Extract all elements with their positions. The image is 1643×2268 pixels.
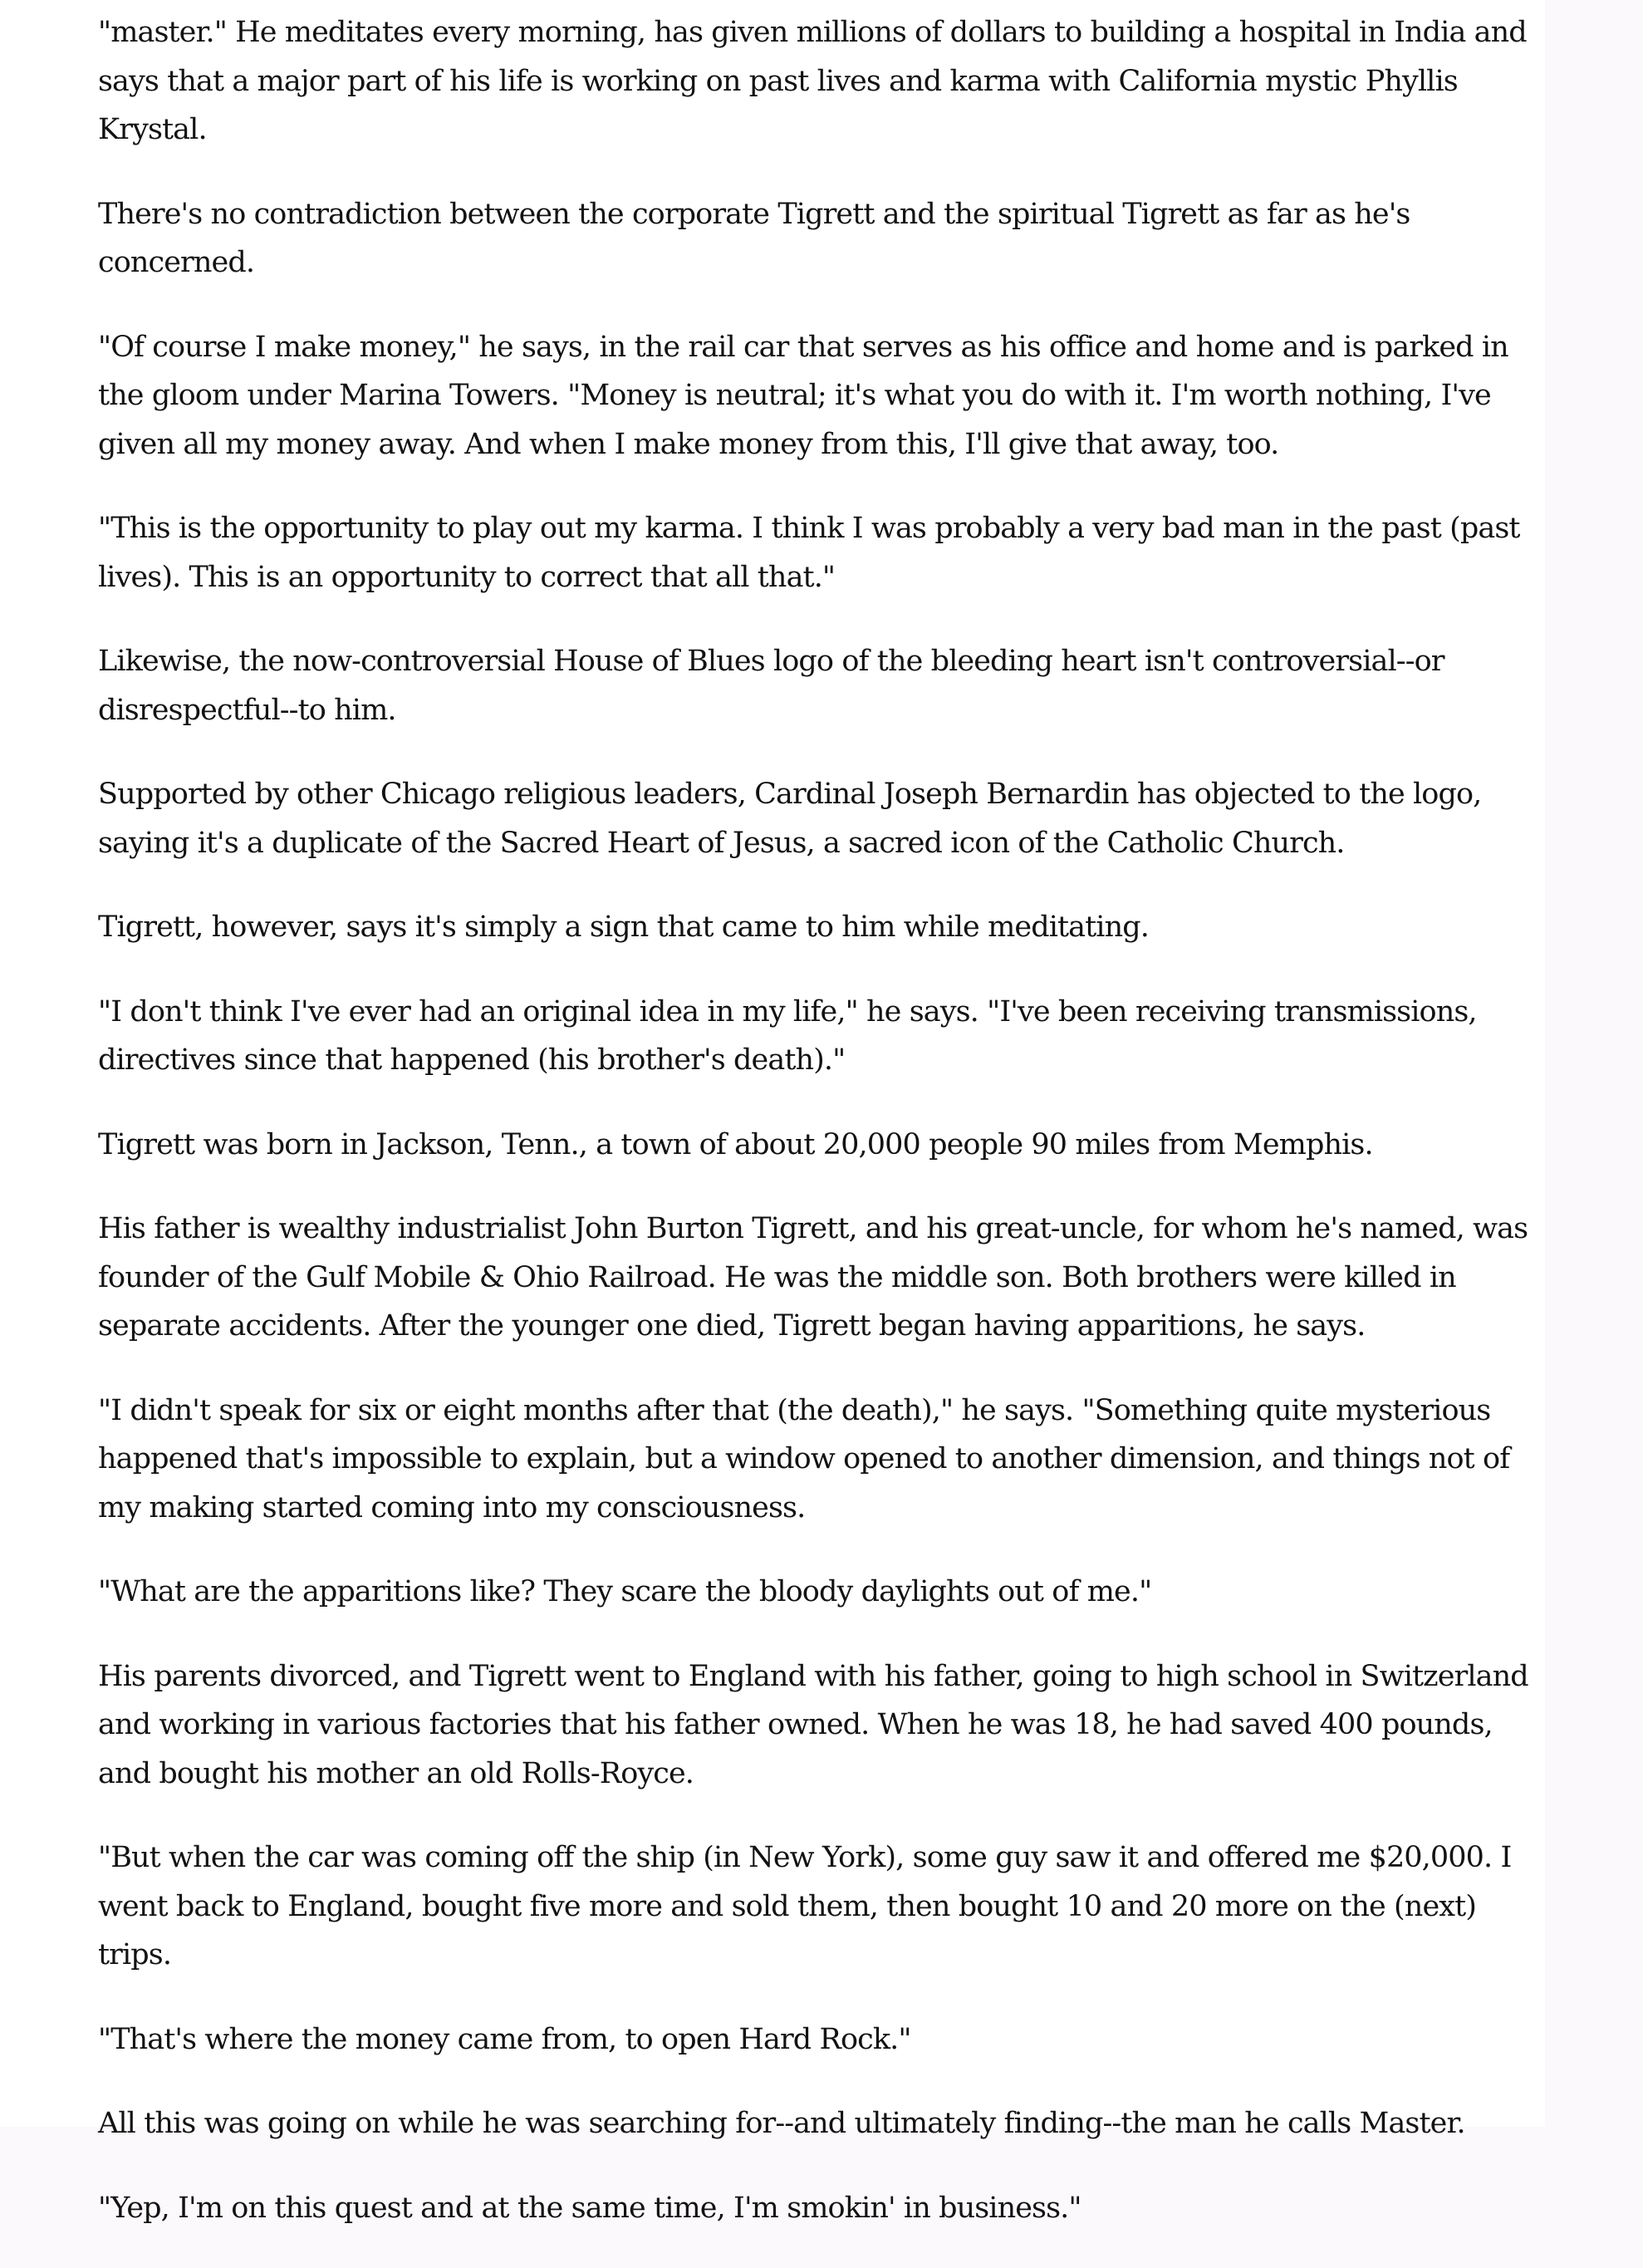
paragraph: Tigrett, however, says it's simply a sign that came to him while meditating. bbox=[98, 911, 1149, 944]
paragraph: "Yep, I'm on this quest and at the same time, I'm smokin' in business." bbox=[98, 2191, 1081, 2225]
paragraph: His father is wealthy industrialist John Burton Tigrett, and his great-uncle, for whom he's named, was founder of the Gulf Mobile & Ohio Railroad. He was the middle son. Both brothers were killed in separate accidents. After the younger one died, Tigrett began having apparitions, he says. bbox=[98, 1212, 1528, 1343]
paragraph: Tigrett was born in Jackson, Tenn., a town of about 20,000 people 90 miles from Memphis. bbox=[98, 1127, 1373, 1161]
paragraph: "Of course I make money," he says, in the rail car that serves as his office and home and is parked in the gloom under Marina Towers. "Money is neutral; it's what you do with it. I'm worth nothing, I've given all my money away. And when I make money from this, I'll give that away, too. bbox=[98, 330, 1508, 461]
paragraph: His parents divorced, and Tigrett went to England with his father, going to high school in Switzerland and working in various factories that his father owned. When he was 18, he had saved 400 pounds, and bought his mother an old Rolls-Royce. bbox=[98, 1659, 1528, 1790]
paragraph: Supported by other Chicago religious leaders, Cardinal Joseph Bernardin has objected to the logo, saying it's a duplicate of the Sacred Heart of Jesus, a sacred icon of the Catholic Church. bbox=[98, 778, 1482, 860]
paragraph: "What are the apparitions like? They scare the bloody daylights out of me." bbox=[98, 1575, 1152, 1608]
paragraph: "master." He meditates every morning, has given millions of dollars to building a hospital in India and says that a major part of his life is working on past lives and karma with California mystic Phyllis Krystal. bbox=[98, 16, 1527, 146]
article-body bbox=[98, 8, 1543, 2268]
paragraph: "That's where the money came from, to open Hard Rock." bbox=[98, 2022, 911, 2056]
paragraph: All this was going on while he was searching for--and ultimately finding--the man he calls Master. bbox=[98, 2107, 1465, 2140]
paragraph: "I didn't speak for six or eight months after that (the death)," he says. "Something quite mysterious happened that's impossible to explain, but a window opened to another dimension, and things not of my making started coming into my consciousness. bbox=[98, 1393, 1510, 1524]
paragraph: There's no contradiction between the corporate Tigrett and the spiritual Tigrett as far as he's concerned. bbox=[98, 197, 1410, 279]
paragraph: "I don't think I've ever had an original idea in my life," he says. "I've been receiving transmissions, directives since that happened (his brother's death)." bbox=[98, 994, 1477, 1077]
paragraph: "This is the opportunity to play out my karma. I think I was probably a very bad man in the past (past lives). This is an opportunity to correct that all that." bbox=[98, 512, 1520, 594]
paragraph: "But when the car was coming off the ship (in New York), some guy saw it and offered me $20,000. I went back to England, bought five more and sold them, then bought 10 and 20 more on the (next) trips. bbox=[98, 1841, 1512, 1971]
paragraph: Likewise, the now-controversial House of Blues logo of the bleeding heart isn't controversial--or disrespectful--to him. bbox=[98, 645, 1444, 727]
